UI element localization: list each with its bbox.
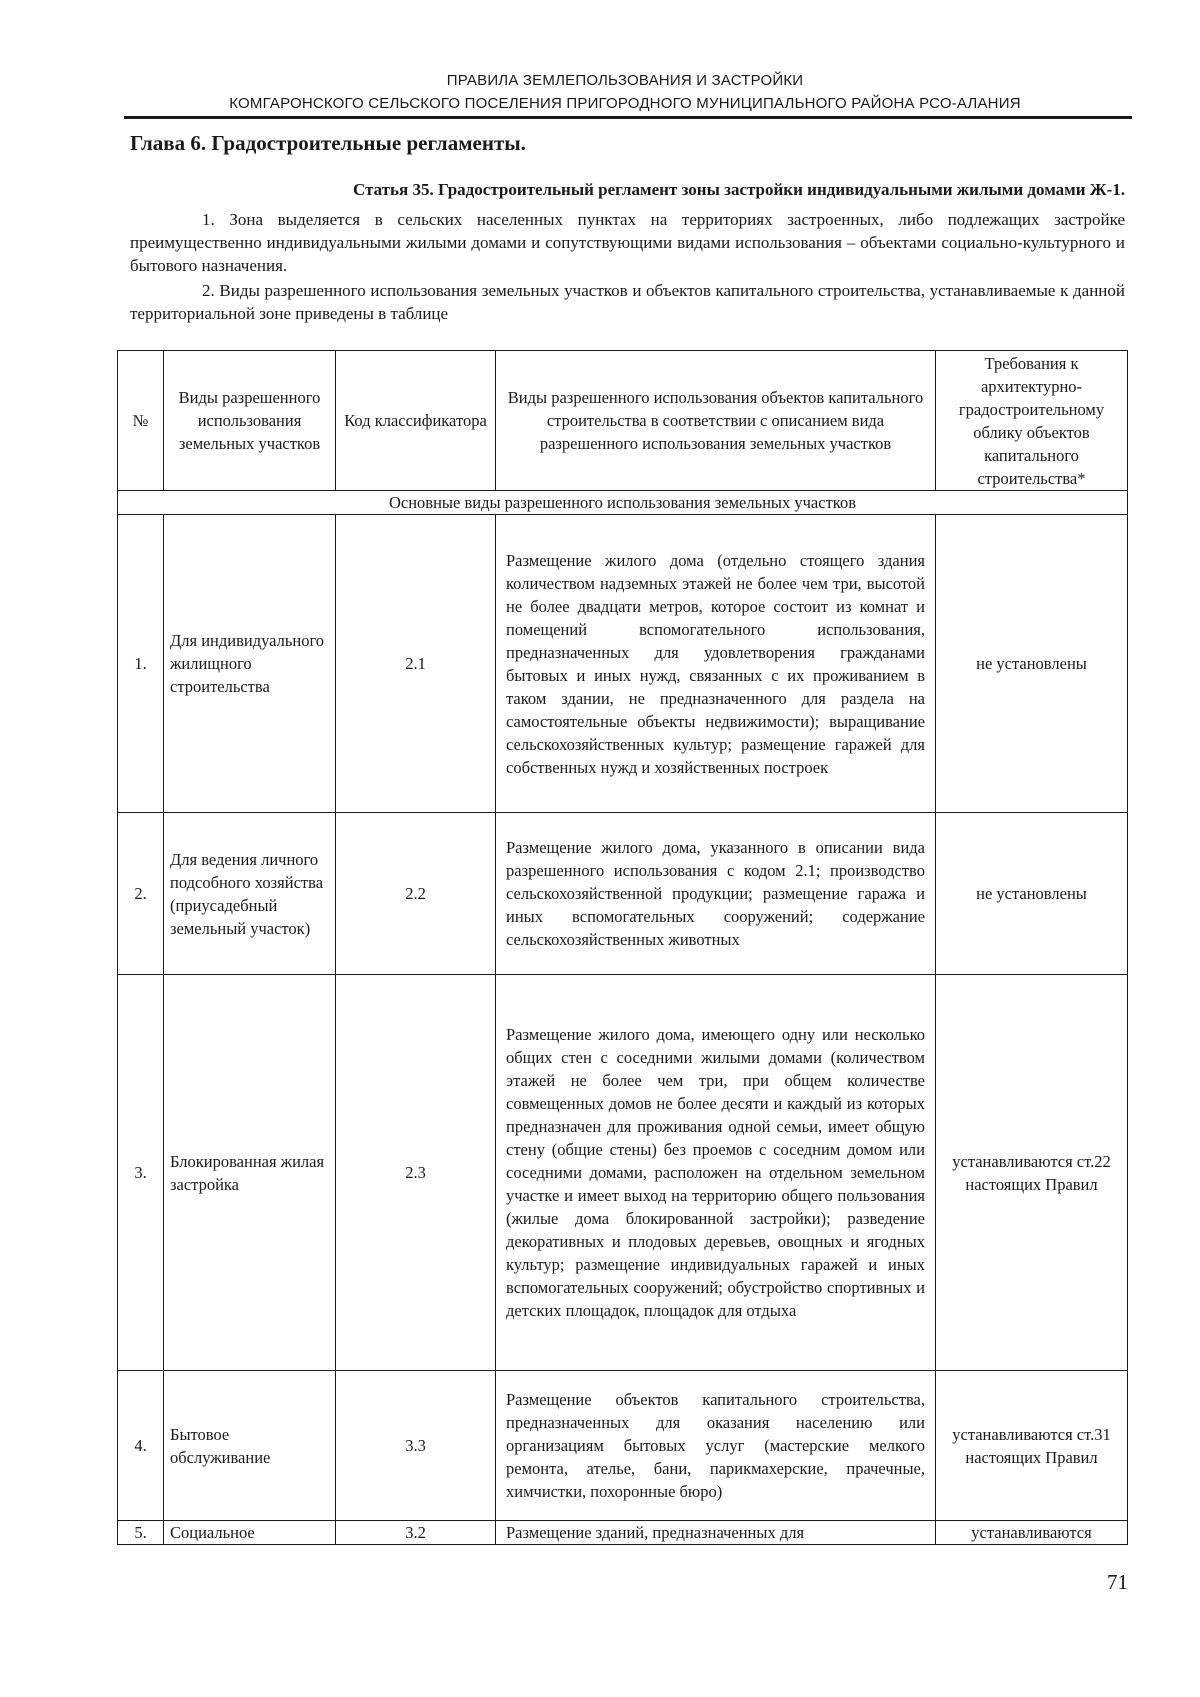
running-header-subtitle: КОМГАРОНСКОГО СЕЛЬСКОГО ПОСЕЛЕНИЯ ПРИГОРОДНОГО МУНИЦИПАЛЬНОГО РАЙОНА РСО-АЛАНИЯ (229, 95, 1021, 112)
row-code: 3.2 (336, 1521, 496, 1545)
row-land-use-type: Социальное (164, 1521, 336, 1545)
table-row (118, 975, 1128, 1371)
row-number: 5. (118, 1521, 164, 1545)
article-title: Статья 35. Градостроительный регламент зоны застройки индивидуальными жилыми домами Ж-1. (353, 180, 1125, 199)
header-divider (124, 116, 1132, 119)
row-number: 4. (118, 1371, 164, 1521)
paragraph-1: 1. Зона выделяется в сельских населенных пунктах на территориях застроенных, либо подлежащих застройке преимущественно индивидуальными жилыми домами и сопутствующими видами использования – объектами социально-культурного и бытового назначения. (130, 210, 1125, 275)
row-requirements: устанавливаются ст.31 настоящих Правил (936, 1371, 1128, 1521)
land-use-table (117, 350, 1128, 1545)
table-header-row (118, 351, 1128, 491)
row-code: 2.2 (336, 813, 496, 975)
table-row (118, 1521, 1128, 1545)
row-description: Размещение жилого дома (отдельно стоящего здания количеством надземных этажей не более чем три, высотой не более двадцати метров, которое состоит из комнат и помещений вспомогательного использования, предназначенных для удовлетворения гражданами бытовых и иных нужд, связанных с их проживанием в таком здании, не предназначенного для раздела на самостоятельные объекты недвижимости); выращивание сельскохозяйственных культур; размещение гаражей для собственных нужд и хозяйственных построек (496, 515, 936, 813)
col-header-construction-use: Виды разрешенного использования объектов капитального строительства в соответствии с описанием вида разрешенного использования земельных участков (496, 351, 936, 491)
row-description: Размещение жилого дома, указанного в описании вида разрешенного использования с кодом 2.1; производство сельскохозяйственной продукции; размещение гаража и иных вспомогательных сооружений; содержание сельскохозяйственных животных (496, 813, 936, 975)
table-row (118, 1371, 1128, 1521)
row-requirements: не установлены (936, 813, 1128, 975)
row-number: 2. (118, 813, 164, 975)
col-header-land-use-type: Виды разрешенного использования земельных участков (164, 351, 336, 491)
running-header-title: ПРАВИЛА ЗЕМЛЕПОЛЬЗОВАНИЯ И ЗАСТРОЙКИ (446, 72, 804, 89)
section-title: Основные виды разрешенного использования земельных участков (118, 491, 1128, 515)
row-land-use-type: Бытовое обслуживание (164, 1371, 336, 1521)
table-section-row (118, 491, 1128, 515)
page-number: 71 (1107, 1570, 1128, 1594)
row-requirements: не установлены (936, 515, 1128, 813)
row-code: 3.3 (336, 1371, 496, 1521)
col-header-classifier-code: Код классификатора (336, 351, 496, 491)
table-row (118, 813, 1128, 975)
row-number: 1. (118, 515, 164, 813)
row-code: 2.1 (336, 515, 496, 813)
paragraph-2: 2. Виды разрешенного использования земельных участков и объектов капитального строительства, устанавливаемые к данной территориальной зоне приведены в таблице (130, 281, 1125, 323)
row-description: Размещение объектов капитального строительства, предназначенных для оказания населению или организациям бытовых услуг (мастерские мелкого ремонта, ателье, бани, парикмахерские, прачечные, химчистки, похоронные бюро) (496, 1371, 936, 1521)
row-description: Размещение зданий, предназначенных для (496, 1521, 936, 1545)
col-header-architecture-requirements: Требования к архитектурно-градостроительному облику объектов капитального строительства* (936, 351, 1128, 491)
row-number: 3. (118, 975, 164, 1371)
row-land-use-type: Блокированная жилая застройка (164, 975, 336, 1371)
row-land-use-type: Для индивидуального жилищного строительства (164, 515, 336, 813)
col-header-number: № (118, 351, 164, 491)
row-code: 2.3 (336, 975, 496, 1371)
table-row (118, 515, 1128, 813)
row-land-use-type: Для ведения личного подсобного хозяйства (приусадебный земельный участок) (164, 813, 336, 975)
row-description: Размещение жилого дома, имеющего одну или несколько общих стен с соседними жилыми домами (количеством этажей не более чем три, при общем количестве совмещенных домов не более десяти и каждый из которых предназначен для проживания одной семьи, имеет общую стену (общие стены) без проемов с соседним домом или соседними домами, расположен на отдельном земельном участке и имеет выход на территорию общего пользования (жилые дома блокированной застройки); разведение декоративных и плодовых деревьев, овощных и ягодных культур; размещение индивидуальных гаражей и иных вспомогательных сооружений; обустройство спортивных и детских площадок, площадок для отдыха (496, 975, 936, 1371)
row-requirements: устанавливаются (936, 1521, 1128, 1545)
row-requirements: устанавливаются ст.22 настоящих Правил (936, 975, 1128, 1371)
chapter-title: Глава 6. Градостроительные регламенты. (130, 131, 526, 155)
